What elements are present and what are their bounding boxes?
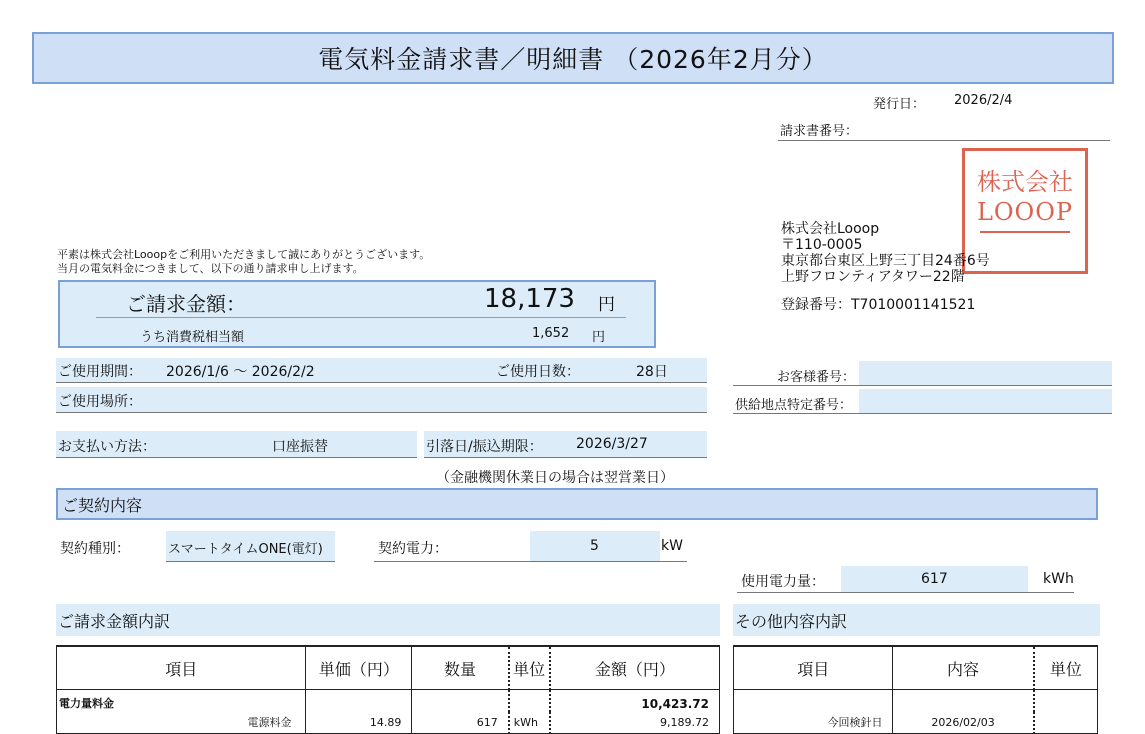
breakdown-row-amount: 9,189.72 <box>550 712 720 734</box>
power-usage-value: 617 <box>921 571 948 587</box>
document-title: 電気料金請求書／明細書 （2026年2月分） <box>32 32 1114 84</box>
invoice-number-field <box>778 118 1110 141</box>
tax-label: うち消費税相当額 <box>140 330 245 345</box>
power-usage-row <box>737 566 1074 593</box>
breakdown-row-unit: kWh <box>509 712 550 734</box>
other-row-item: 今回検針日 <box>734 712 893 734</box>
company-registration: 登録番号：T7010001141521 <box>781 297 976 313</box>
supply-point-row <box>733 389 1112 414</box>
payment-note: （金融機関休業日の場合は翌営業日） <box>436 470 674 486</box>
contract-type-value: スマートタイムONE(電灯) <box>168 542 323 557</box>
breakdown-row-price: 14.89 <box>306 712 412 734</box>
other-row-unit <box>1034 712 1098 734</box>
contract-section-header: ご契約内容 <box>56 488 1098 520</box>
other-section-header: その他内容内訳 <box>733 604 1100 636</box>
other-spacer-unit <box>1034 690 1098 712</box>
breakdown-category: 電力量料金 <box>57 690 306 712</box>
greeting-text <box>57 248 430 276</box>
breakdown-section-header: ご請求金額内訳 <box>56 604 720 636</box>
breakdown-header-amount: 金額（円） <box>550 646 720 690</box>
breakdown-category-price <box>306 690 412 712</box>
company-postal: 〒110-0005 <box>781 237 863 253</box>
breakdown-header-qty: 数量 <box>412 646 509 690</box>
power-usage-unit: kWh <box>1043 571 1074 587</box>
supply-point-value <box>859 389 1112 413</box>
contract-type-field <box>166 531 335 562</box>
breakdown-row-qty: 617 <box>412 712 509 734</box>
greeting-line-2: 当月の電気料金につきまして、以下の通り請求申し上げます。 <box>57 262 364 275</box>
table-row <box>734 690 1098 712</box>
table-row <box>57 690 720 712</box>
supply-point-label: 供給地点特定番号： <box>735 398 853 413</box>
payment-method-row <box>56 431 417 458</box>
breakdown-row-item: 電源料金 <box>57 712 306 734</box>
table-row <box>734 712 1098 734</box>
billing-amount-value: 18,173 <box>484 284 575 314</box>
seal-line-1: 株式会社 <box>977 168 1073 196</box>
contract-power-unit: kW <box>661 538 683 554</box>
seal-line-2: LOOOP <box>976 198 1074 226</box>
billing-amount-divider <box>96 317 626 318</box>
breakdown-table <box>56 645 720 734</box>
other-header-content: 内容 <box>893 646 1034 690</box>
contract-type-label: 契約種別： <box>60 541 130 557</box>
company-block <box>781 221 990 285</box>
billing-amount-unit: 円 <box>598 295 615 315</box>
invoice-number-label: 請求書番号： <box>780 124 859 139</box>
payment-deadline-value: 2026/3/27 <box>576 436 648 452</box>
breakdown-category-unit <box>509 690 550 712</box>
breakdown-category-total: 10,423.72 <box>550 690 720 712</box>
customer-number-label: お客様番号： <box>777 370 856 385</box>
other-header-item: 項目 <box>734 646 893 690</box>
breakdown-category-qty <box>412 690 509 712</box>
payment-method-value: 口座振替 <box>272 439 328 455</box>
company-name: 株式会社Looop <box>781 221 880 237</box>
table-row <box>57 712 720 734</box>
contract-power-field <box>530 531 660 561</box>
payment-method-label: お支払い方法： <box>58 439 156 455</box>
contract-power-label: 契約電力： <box>378 541 448 557</box>
power-usage-field <box>841 566 1028 592</box>
payment-deadline-label: 引落日/振込期限： <box>426 439 543 455</box>
usage-place-label: ご使用場所： <box>58 394 142 410</box>
payment-deadline-row <box>424 431 707 458</box>
greeting-line-1: 平素は株式会社Looopをご利用いただきまして誠にありがとうございます。 <box>57 248 431 261</box>
seal-border-mark <box>980 231 1070 255</box>
usage-period-value: 2026/1/6 ～ 2026/2/2 <box>166 364 315 380</box>
breakdown-header-price: 単価（円） <box>306 646 412 690</box>
issue-date-value: 2026/2/4 <box>954 93 1013 108</box>
usage-period-row <box>56 358 707 383</box>
issue-date-label: 発行日： <box>873 97 926 112</box>
breakdown-header-unit: 単位 <box>509 646 550 690</box>
breakdown-header-item: 項目 <box>57 646 306 690</box>
customer-number-value <box>859 361 1112 385</box>
billing-amount-label: ご請求金額： <box>126 292 246 316</box>
usage-place-row <box>56 387 707 413</box>
other-table <box>733 645 1098 734</box>
usage-days-value: 28日 <box>636 364 668 380</box>
contract-power-value: 5 <box>590 538 599 554</box>
power-usage-label: 使用電力量： <box>741 574 825 590</box>
other-spacer-item <box>734 690 893 712</box>
other-header-unit: 単位 <box>1034 646 1098 690</box>
usage-period-label: ご使用期間： <box>58 364 142 380</box>
tax-value: 1,652 <box>532 326 570 341</box>
contract-power-row <box>374 531 687 562</box>
other-row-content: 2026/02/03 <box>893 712 1034 734</box>
usage-days-label: ご使用日数： <box>496 364 580 380</box>
company-address-1: 東京都台東区上野三丁目24番6号 <box>781 253 990 269</box>
customer-number-row <box>733 361 1112 386</box>
tax-unit: 円 <box>592 330 606 345</box>
billing-amount-box <box>58 280 656 348</box>
company-address-2: 上野フロンティアタワー22階 <box>781 269 965 285</box>
other-spacer-content <box>893 690 1034 712</box>
